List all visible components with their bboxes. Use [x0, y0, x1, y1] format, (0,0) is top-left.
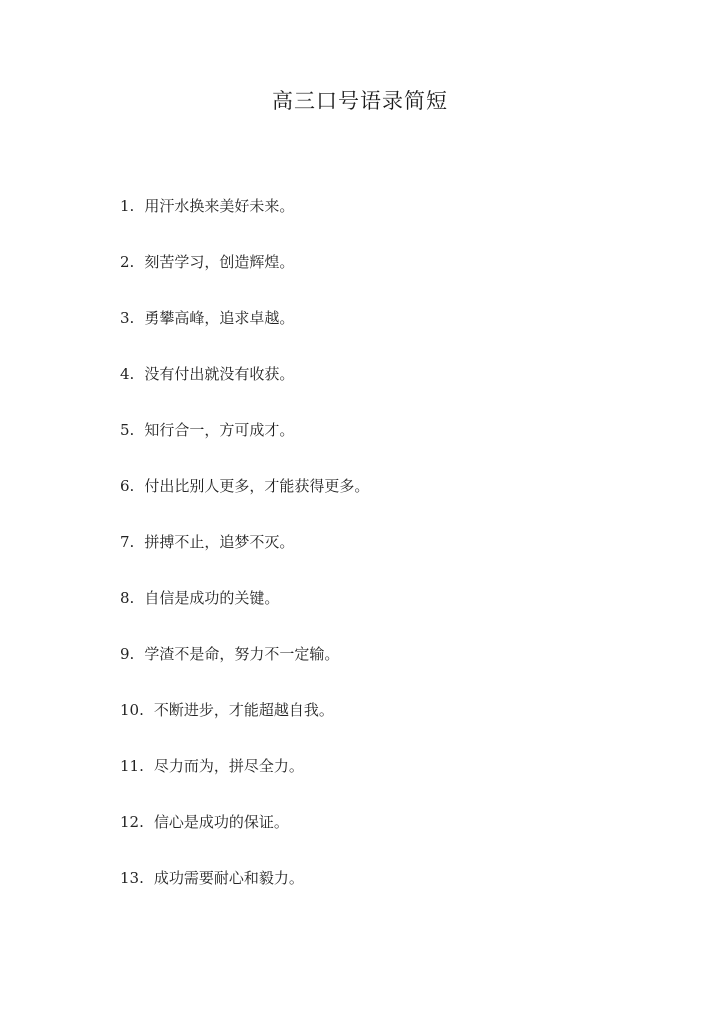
list-item-text: 自信是成功的关键。 [144, 589, 280, 607]
list-item-text: 学渣不是命，努力不一定输。 [144, 645, 340, 663]
list-item-text: 不断进步，才能超越自我。 [153, 701, 334, 719]
list-item-text: 付出比别人更多，才能获得更多。 [144, 477, 370, 495]
list-item [120, 192, 640, 248]
list-item [120, 472, 640, 528]
list-item-number: 1. [120, 197, 135, 215]
list-item-text: 知行合一，方可成才。 [144, 421, 295, 439]
list-item-text: 尽力而为，拼尽全力。 [153, 757, 304, 775]
list-item [120, 304, 640, 360]
list-item-number: 9. [120, 645, 135, 663]
list-item-number: 7. [120, 533, 135, 551]
list-item-text: 拼搏不止，追梦不灭。 [144, 533, 295, 551]
list-item-text: 刻苦学习，创造辉煌。 [144, 253, 295, 271]
list-item-text: 勇攀高峰，追求卓越。 [144, 309, 295, 327]
list-item [120, 808, 640, 864]
list-item-number: 3. [120, 309, 135, 327]
list-item-text: 成功需要耐心和毅力。 [153, 869, 304, 887]
list-item [120, 248, 640, 304]
list-item [120, 752, 640, 808]
list-item-number: 2. [120, 253, 135, 271]
list-item-number: 12. [120, 813, 144, 831]
list-item [120, 528, 640, 584]
list-item-number: 10. [120, 701, 144, 719]
document-title: 高三口号语录简短 [272, 89, 448, 113]
list-item [120, 360, 640, 416]
list-item-number: 6. [120, 477, 135, 495]
list-item-number: 8. [120, 589, 135, 607]
slogan-list [120, 192, 640, 920]
list-item [120, 640, 640, 696]
list-item-number: 5. [120, 421, 135, 439]
list-item-text: 用汗水换来美好未来。 [144, 197, 295, 215]
list-item-number: 4. [120, 365, 135, 383]
list-item [120, 584, 640, 640]
list-item-text: 信心是成功的保证。 [153, 813, 289, 831]
list-item [120, 696, 640, 752]
list-item [120, 416, 640, 472]
list-item-text: 没有付出就没有收获。 [144, 365, 295, 383]
list-item-number: 11. [120, 757, 144, 775]
list-item [120, 864, 640, 920]
list-item-number: 13. [120, 869, 144, 887]
